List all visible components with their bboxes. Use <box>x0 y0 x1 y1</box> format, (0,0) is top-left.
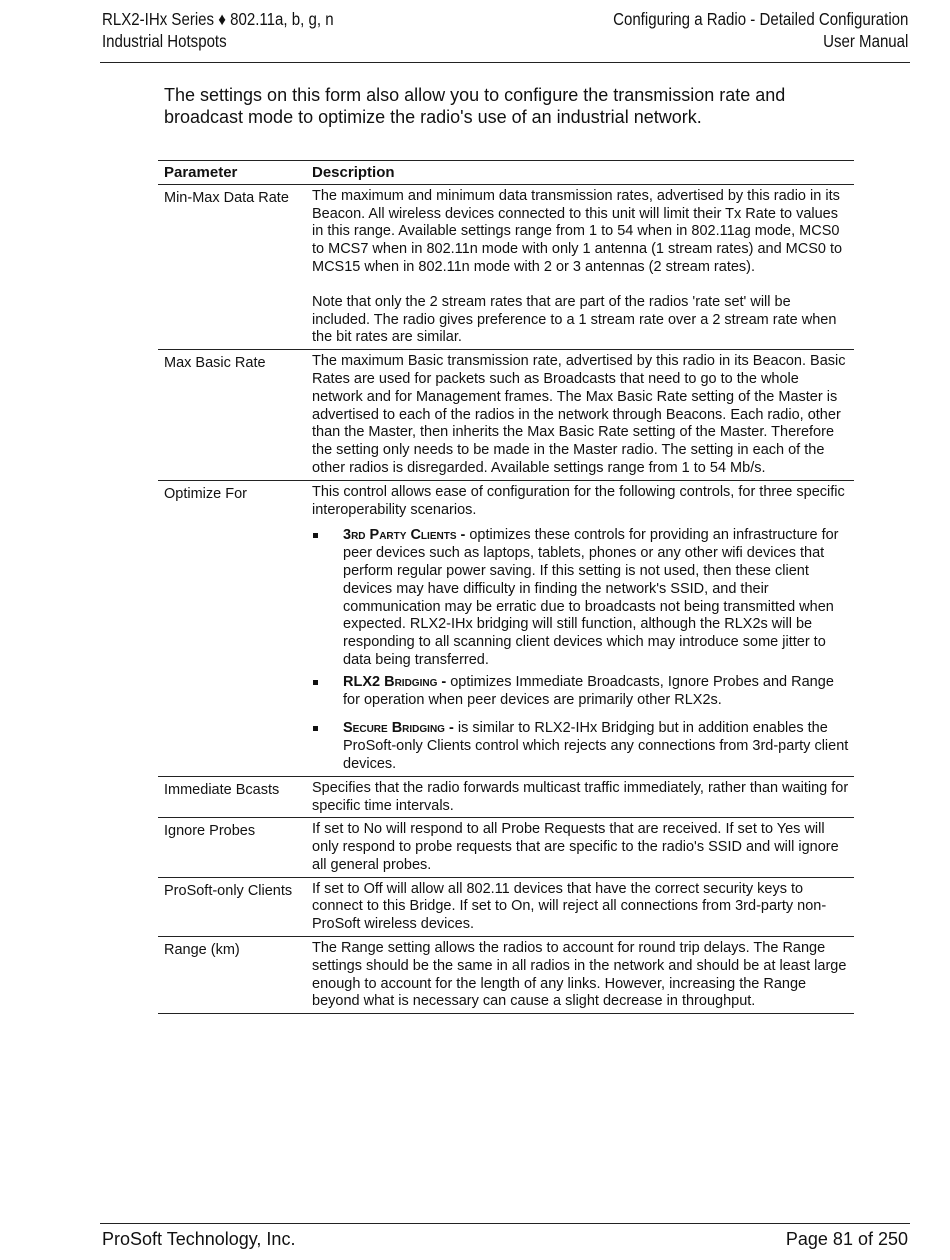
header-right <box>613 8 908 52</box>
description-paragraph: If set to Off will allow all 802.11 devices that have the correct security keys to connect to this Bridge. If set to On, will reject all connections from 3rd-party non-ProSoft wireless devices. <box>312 880 827 933</box>
product-series: RLX2-IHx Series ♦ 802.11a, b, g, n <box>102 9 334 29</box>
column-header-description: Description <box>306 161 854 185</box>
parameter-table <box>158 160 854 1014</box>
description-paragraph: Specifies that the radio forwards multicast traffic immediately, rather than waiting for specific time intervals. <box>312 779 849 814</box>
intro-paragraph: The settings on this form also allow you to configure the transmission rate and broadcast mode to optimize the radio's use of an industrial network. <box>164 85 786 127</box>
page-header <box>100 8 910 63</box>
parameter-description <box>306 184 854 349</box>
header-left <box>102 8 334 52</box>
parameter-description <box>306 937 854 1014</box>
parameter-description <box>306 480 854 776</box>
option-term: 3rd Party Clients - <box>343 527 466 544</box>
option-text: is similar to RLX2-IHx Bridging but in addition enables the ProSoft-only Clients control which rejects any connections from 3rd-party client devices. <box>343 720 849 772</box>
description-paragraph: The maximum and minimum data transmission rates, advertised by this radio in its Beacon. All wireless devices connected to this unit will limit their Tx Rate to values in this range. Available settings range from 1 to 54 when in 802.11ag mode, MCS0 to MCS7 when in 802.11n mode with only 1 antenna (1 stream rates) and MCS0 to MCS15 when in 802.11n mode with 2 or 3 antennas (2 stream rates). <box>312 187 843 275</box>
description-paragraph: If set to No will respond to all Probe Requests that are received. If set to Yes will only respond to probe requests that are specific to the radio's SSID and will ignore all general probes. <box>312 821 839 873</box>
option-text: optimizes these controls for providing an infrastructure for peer devices such as laptops, tablets, phones or any other wifi devices that perform regular power saving. If this setting is not used, then these client devices may have difficulty in finding the network's SSID, and their communication may be erratic due to broadcasts not being transmitted when expected. RLX2-IHx bridging will still function, although the RLX2s will be responding to all scanning client devices which may introduce some jitter to data being transferred. <box>343 527 839 668</box>
option-item <box>312 720 850 773</box>
description-paragraph: Note that only the 2 stream rates that are part of the radios 'rate set' will be included. The radio gives preference to a 1 stream rate over a 2 stream rate when the bit rates are similar. <box>312 293 837 346</box>
parameter-name: ProSoft-only Clients <box>158 877 306 936</box>
table-row <box>158 480 854 776</box>
option-item <box>312 527 850 669</box>
parameter-description <box>306 776 854 818</box>
table-header-row <box>158 161 854 185</box>
parameter-name: Min-Max Data Rate <box>158 184 306 349</box>
table-row <box>158 818 854 877</box>
parameter-description <box>306 877 854 936</box>
manual-type: User Manual <box>822 31 908 51</box>
company-name: ProSoft Technology, Inc. <box>102 1229 296 1249</box>
table-row <box>158 877 854 936</box>
chapter-title: Configuring a Radio - Detailed Configuration <box>612 9 908 29</box>
parameter-name: Range (km) <box>158 937 306 1014</box>
table-row <box>158 776 854 818</box>
product-family: Industrial Hotspots <box>102 31 227 51</box>
parameter-description <box>306 350 854 481</box>
description-paragraph: The Range setting allows the radios to account for round trip delays. The Range settings should be the same in all radios in the network and should be at least large enough to account for the length of any links. However, increasing the Range beyond what is necessary can cause a slight decrease in throughput. <box>312 940 847 1010</box>
column-header-parameter: Parameter <box>158 161 306 185</box>
parameter-description <box>306 818 854 877</box>
description-paragraph: The maximum Basic transmission rate, advertised by this radio in its Beacon. Basic Rates are used for packets such as Broadcasts that need to go to the whole network and for Management frames. The Max Basic Rate setting of the Master is advertised to each of the radios in the network through Beacons. Each radio, other than the Master, then inherits the Max Basic Rate setting of the Master. Therefore the setting only needs to be made in the Master radio. The setting in each of the other radios is disregarded. Available settings range from 1 to 54 Mb/s. <box>312 353 846 476</box>
parameter-name: Ignore Probes <box>158 818 306 877</box>
option-text: optimizes Immediate Broadcasts, Ignore Probes and Range for operation when peer devices are primarily other RLX2s. <box>343 673 834 708</box>
parameter-name: Optimize For <box>158 480 306 776</box>
option-item <box>312 674 850 710</box>
table-row <box>158 184 854 349</box>
page-number: Page 81 of 250 <box>785 1229 908 1249</box>
description-paragraph: This control allows ease of configuration for the following controls, for three specific interoperability scenarios. <box>312 483 845 518</box>
option-list <box>312 527 850 773</box>
table-row <box>158 350 854 481</box>
table-row <box>158 937 854 1014</box>
option-term: RLX2 Bridging - <box>343 673 447 690</box>
parameter-name: Max Basic Rate <box>158 350 306 481</box>
option-term: Secure Bridging - <box>343 720 454 737</box>
parameter-name: Immediate Bcasts <box>158 776 306 818</box>
page-footer <box>100 1223 910 1249</box>
